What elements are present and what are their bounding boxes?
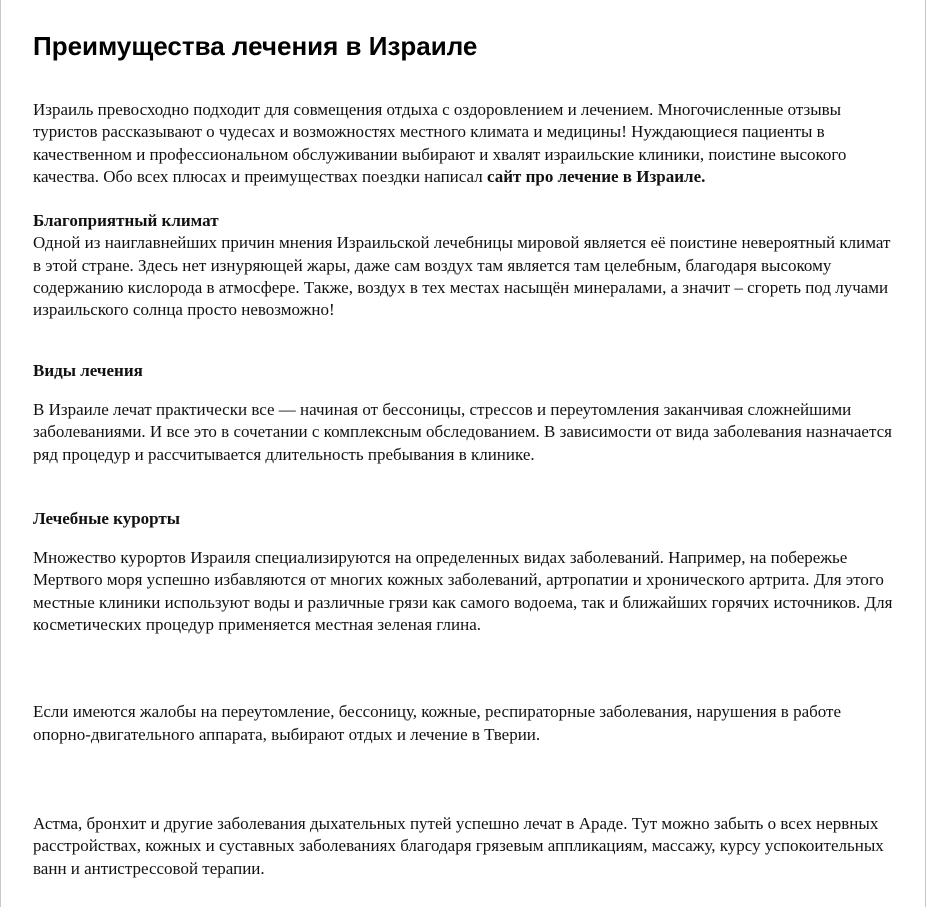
tiberias-paragraph: Если имеются жалобы на переутомление, бессоницу, кожные, респираторные заболевания, нарушения в работе опорно-двигательного аппарата, выбирают отдых и лечение в Тверии. xyxy=(33,702,842,744)
page-title: Преимущества лечения в Израиле xyxy=(33,31,478,61)
intro-text: Израиль превосходно подходит для совмещения отдыха с оздоровлением и лечением. Многочисленные отзывы туристов рассказывают о чудесах и возможностях местного климата и медицины! Нуждающиеся пациенты в качественном и профессиональном обслуживании выбирают и хвалят израильские клиники, поистине высокого качества. Обо всех плюсах и преимуществах поездки написал xyxy=(33,100,847,186)
spacer xyxy=(33,188,899,210)
resorts-heading: Лечебные курорты xyxy=(33,508,181,528)
spacer xyxy=(33,746,899,813)
spacer xyxy=(33,322,899,360)
types-paragraph: В Израиле лечат практически все — начиная от бессоницы, стрессов и переутомления заканчивая сложнейшими заболеваниями. И все это в сочетании с комплексным обследованием. В зависимости от вида заболевания назначается ряд процедур и рассчитывается длительность пребывания в клинике. xyxy=(33,399,892,464)
types-heading: Виды лечения xyxy=(33,360,143,380)
intro-bold-link-text: сайт про лечение в Израиле. xyxy=(486,166,706,186)
arad-paragraph: Астма, бронхит и другие заболевания дыхательных путей успешно лечат в Араде. Тут можно забыть о всех нервных расстройствах, кожных и суставных заболеваниях благодаря грязевым аппликациям, массажу, курсу успокоительных ванн и антистрессовой терапии. xyxy=(33,813,884,878)
intro-paragraph xyxy=(33,99,899,188)
resorts-paragraph: Множество курортов Израиля специализируются на определенных видах заболеваний. Например, на побережье Мертвого моря успешно избавляются от многих кожных заболеваний, артропатии и хронического артрита. Для этого местные клиники используют воды и различные грязи как самого водоема, так и ближайших горячих источников. Для косметических процедур применяется местная зеленая глина. xyxy=(33,548,893,635)
article xyxy=(33,30,899,880)
climate-heading: Благоприятный климат xyxy=(33,211,219,231)
spacer xyxy=(33,636,899,701)
spacer xyxy=(33,466,899,508)
spacer xyxy=(33,530,899,547)
climate-paragraph: Одной из наиглавнейших причин мнения Израильской лечебницы мировой является её поистине невероятный климат в этой стране. Здесь нет изнуряющей жары, даже сам воздух там является там целебным, благодаря высокому содержанию кислорода в атмосфере. Также, воздух в тех местах насыщён минералами, а значит – сгореть под лучами израильского солнца просто невозможно! xyxy=(33,233,891,320)
spacer xyxy=(33,382,899,399)
